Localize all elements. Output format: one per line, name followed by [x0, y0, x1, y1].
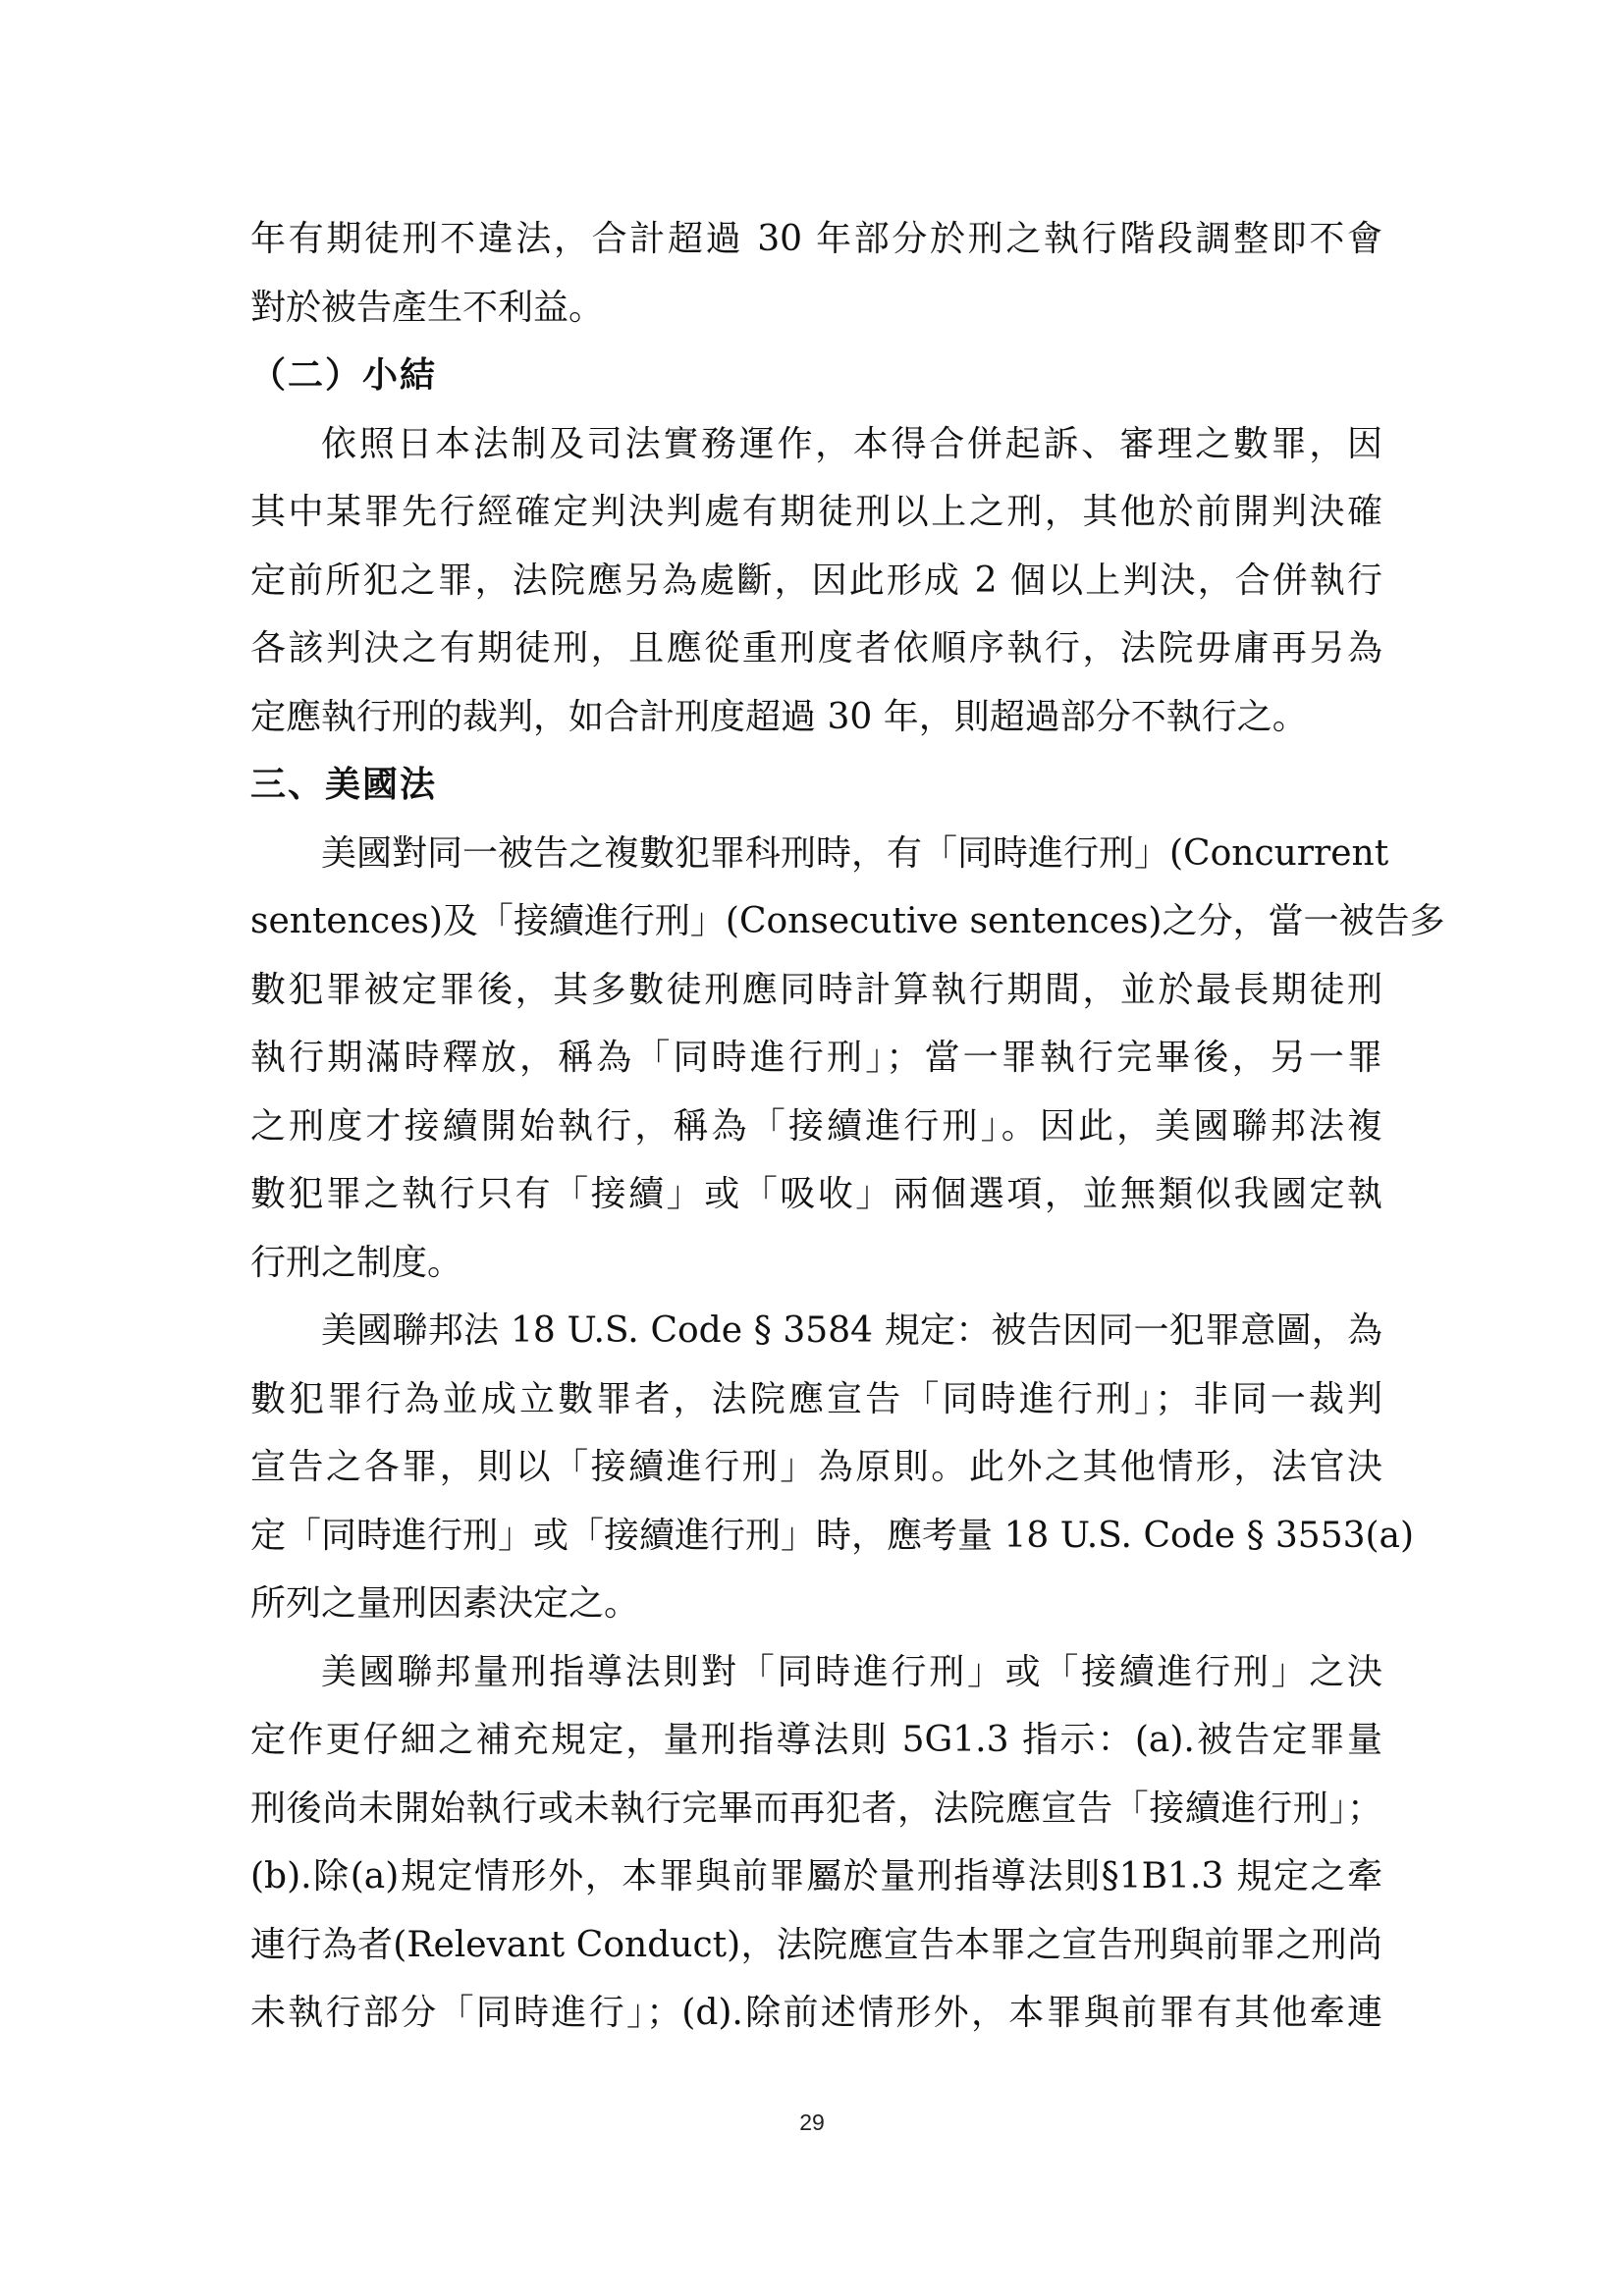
page-body	[250, 205, 1445, 2048]
paragraph-line: 之刑度才接續開始執行，稱為「接續進行刑」。因此，美國聯邦法複	[250, 1105, 1382, 1147]
paragraph-continuation	[250, 205, 1382, 342]
paragraph-line: 各該判決之有期徒刑，且應從重刑度者依順序執行，法院毋庸再另為	[250, 628, 1382, 668]
paragraph-line: (b).除(a)規定情形外，本罪與前罪屬於量刑指導法則§1B1.3 規定之牽	[250, 1856, 1382, 1896]
paragraph-line: 執行期滿時釋放，稱為「同時進行刑」；當一罪執行完畢後，另一罪	[250, 1038, 1382, 1078]
paragraph-line: 對於被告產生不利益。	[250, 287, 605, 328]
paragraph-us-code	[250, 1297, 1415, 1638]
paragraph-line: 宣告之各罪，則以「接續進行刑」為原則。此外之其他情形，法官決	[250, 1447, 1382, 1487]
paragraph-line: 定前所犯之罪，法院應另為處斷，因此形成 2 個以上判決，合併執行	[250, 560, 1382, 601]
paragraph-line: 美國聯邦量刑指導法則對「同時進行刑」或「接續進行刑」之決	[321, 1651, 1382, 1692]
paragraph-line: 數犯罪之執行只有「接續」或「吸收」兩個選項，並無類似我國定執	[250, 1174, 1382, 1214]
paragraph-line: 數犯罪被定罪後，其多數徒刑應同時計算執行期間，並於最長期徒刑	[250, 969, 1382, 1010]
paragraph-guidelines	[250, 1638, 1382, 2048]
page-number: 29	[799, 2109, 825, 2135]
paragraph-summary	[250, 410, 1382, 752]
paragraph-line: 年有期徒刑不違法，合計超過 30 年部分於刑之執行階段調整即不會	[250, 219, 1382, 259]
subsection-heading: （二）小結	[250, 354, 438, 396]
paragraph-line: 其中某罪先行經確定判決判處有期徒刑以上之刑，其他於前開判決確	[250, 492, 1382, 532]
paragraph-line: 定作更仔細之補充規定，量刑指導法則 5G1.3 指示：(a).被告定罪量	[250, 1720, 1382, 1760]
paragraph-line: 行刑之制度。	[250, 1242, 463, 1283]
section-heading: 三、美國法	[250, 764, 438, 805]
paragraph-line: 未執行部分「同時進行」；(d).除前述情形外，本罪與前罪有其他牽連	[250, 1993, 1382, 2033]
paragraph-line: 所列之量刑因素決定之。	[250, 1583, 640, 1624]
paragraph-line: 定應執行刑的裁判，如合計刑度超過 30 年，則超過部分不執行之。	[250, 696, 1308, 737]
paragraph-line: 定「同時進行刑」或「接續進行刑」時，應考量 18 U.S. Code § 3553(a)	[250, 1515, 1415, 1556]
paragraph-line: 美國聯邦法 18 U.S. Code § 3584 規定：被告因同一犯罪意圖，為	[321, 1310, 1382, 1351]
paragraph-line: sentences)及「接續進行刑」(Consecutive sentences)之分，當一被告多	[250, 901, 1445, 941]
paragraph-line: 刑後尚未開始執行或未執行完畢而再犯者，法院應宣告「接續進行刑」；	[250, 1788, 1382, 1829]
paragraph-us-intro	[250, 820, 1445, 1298]
paragraph-line: 依照日本法制及司法實務運作，本得合併起訴、審理之數罪，因	[321, 423, 1382, 464]
paragraph-line: 數犯罪行為並成立數罪者，法院應宣告「同時進行刑」；非同一裁判	[250, 1378, 1382, 1419]
paragraph-line: 美國對同一被告之複數犯罪科刑時，有「同時進行刑」(Concurrent	[321, 832, 1389, 874]
paragraph-line: 連行為者(Relevant Conduct)，法院應宣告本罪之宣告刑與前罪之刑尚	[250, 1924, 1382, 1965]
